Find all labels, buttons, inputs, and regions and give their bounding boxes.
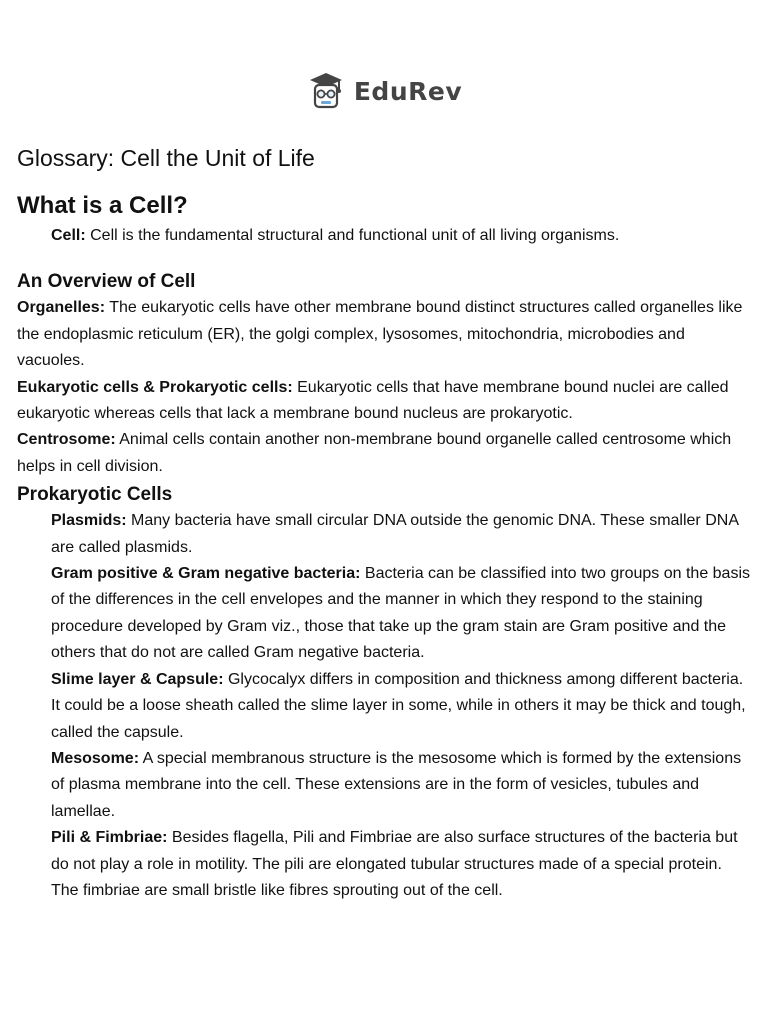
- glossary-entry-mesosome: [17, 746, 752, 825]
- edurev-logo: [0, 72, 768, 110]
- glossary-term: Cell:: [51, 227, 86, 244]
- graduation-cap-mascot-icon: [306, 72, 346, 110]
- glossary-entry-organelles: [17, 295, 752, 374]
- glossary-definition: Animal cells contain another non-membrane bound organelle called centrosome which helps in cell division.: [17, 431, 732, 475]
- glossary-term: Pili & Fimbriae:: [51, 829, 168, 847]
- glossary-entry-cell: [17, 223, 752, 249]
- glossary-entry-gram-bacteria: [17, 561, 752, 667]
- glossary-entry-slime-layer-capsule: [17, 667, 752, 746]
- glossary-entry-pili-fimbriae: [17, 825, 752, 904]
- glossary-entry-centrosome: [17, 427, 752, 480]
- document-title: Glossary: Cell the Unit of Life: [17, 145, 315, 171]
- glossary-definition: Cell is the fundamental structural and functional unit of all living organisms.: [85, 227, 620, 244]
- glossary-term: Mesosome:: [51, 749, 140, 767]
- glossary-definition: Besides flagella, Pili and Fimbriae are also surface structures of the bacteria but do not play a role in motility. The pili are elongated tubular structures made of a special protein. The fimbriae are small bristle like fibres sprouting out of the cell.: [51, 829, 738, 899]
- glossary-term: Organelles:: [17, 299, 106, 317]
- section-heading-prokaryotic-cells: Prokaryotic Cells: [17, 484, 173, 506]
- logo-wordmark: EduRev: [353, 76, 463, 106]
- glossary-definition: Glycocalyx differs in composition and thickness among different bacteria. It could be a loose sheath called the slime layer in some, while in others it may be thick and tough, called the capsule.: [51, 670, 746, 741]
- glossary-term: Centrosome:: [17, 431, 116, 449]
- glossary-content: [17, 143, 752, 904]
- section-heading-what-is-a-cell: What is a Cell?: [17, 192, 188, 219]
- section-heading-overview-of-cell: An Overview of Cell: [17, 271, 196, 293]
- glossary-entry-eukaryotic-prokaryotic: [17, 375, 752, 428]
- glossary-term: Slime layer & Capsule:: [51, 670, 224, 688]
- glossary-entry-plasmids: [17, 508, 752, 561]
- glossary-definition: Many bacteria have small circular DNA outside the genomic DNA. These smaller DNA are called plasmids.: [51, 512, 739, 556]
- glossary-term: Eukaryotic cells & Prokaryotic cells:: [17, 378, 293, 396]
- glossary-term: Plasmids:: [51, 512, 127, 530]
- glossary-definition: Bacteria can be classified into two groups on the basis of the differences in the cell envelopes and the manner in which they respond to the staining procedure developed by Gram viz., those that take up the gram stain are Gram positive and the others that do not are called Gram negative bacteria.: [51, 565, 751, 662]
- glossary-definition: The eukaryotic cells have other membrane bound distinct structures called organelles like the endoplasmic reticulum (ER), the golgi complex, lysosomes, mitochondria, microbodies and vacuoles.: [17, 299, 743, 370]
- glossary-definition: A special membranous structure is the mesosome which is formed by the extensions of plasma membrane into the cell. These extensions are in the form of vesicles, tubules and lamellae.: [51, 749, 742, 820]
- glossary-definition: Eukaryotic cells that have membrane bound nuclei are called eukaryotic whereas cells that lack a membrane bound nucleus are prokaryotic.: [17, 378, 729, 423]
- glossary-term: Gram positive & Gram negative bacteria:: [51, 565, 361, 583]
